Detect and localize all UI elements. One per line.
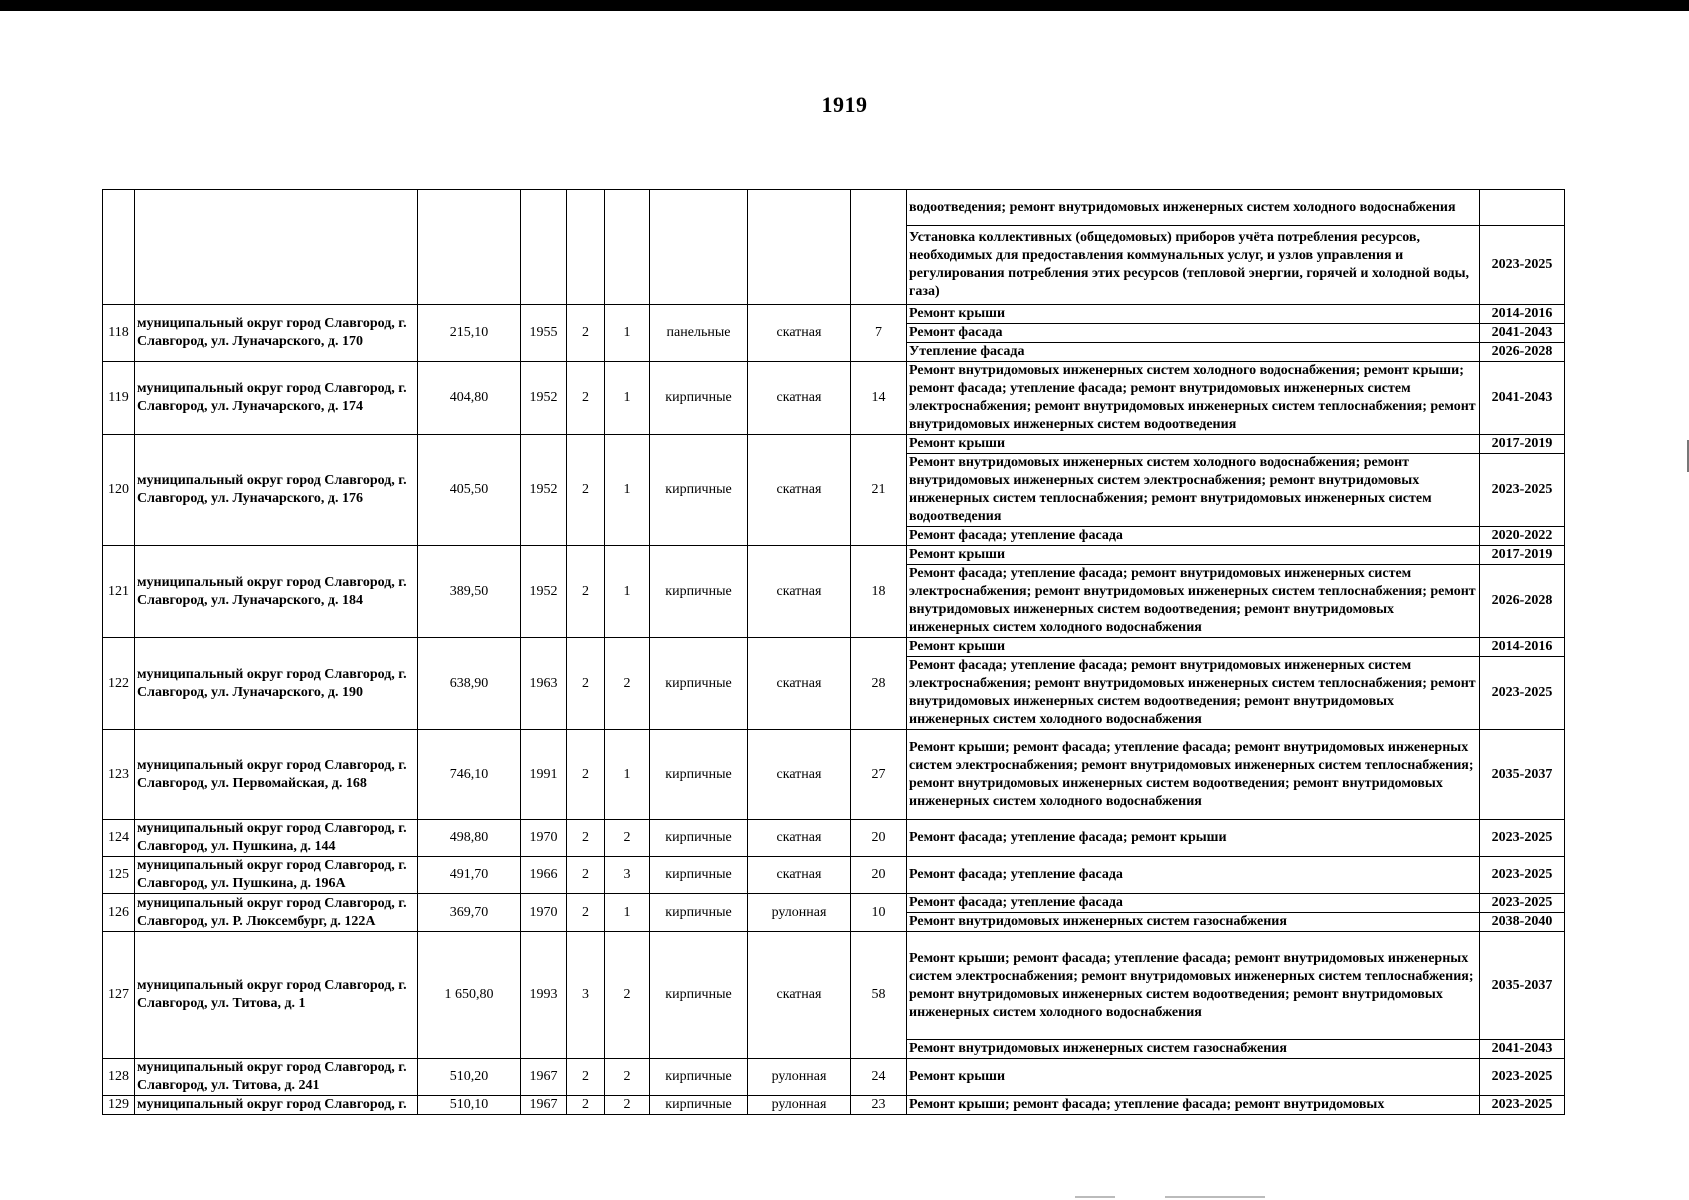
work-period: 2017-2019 [1480,546,1565,565]
work-period: 2023-2025 [1480,857,1565,894]
area-cell: 498,80 [418,820,521,857]
wall-material-cell: кирпичные [650,730,748,820]
roof-type-cell: скатная [748,362,851,435]
table-row [103,546,1565,565]
entrances-cell: 1 [605,730,650,820]
work-description: Ремонт крыши [907,435,1480,454]
work-description: Ремонт крыши [907,638,1480,657]
work-period: 2014-2016 [1480,305,1565,324]
row-number: 122 [103,638,135,730]
scan-artifact [1075,1196,1115,1198]
empty-cell [418,190,521,305]
table-row [103,730,1565,820]
floors-cell: 2 [567,305,605,362]
work-period: 2023-2025 [1480,454,1565,527]
apartments-cell: 24 [851,1059,907,1096]
empty-cell [567,190,605,305]
roof-type-cell: скатная [748,435,851,546]
work-description: Ремонт крыши; ремонт фасада; утепление фасада; ремонт внутридомовых инженерных систем электроснабжения; ремонт внутридомовых инженерных систем теплоснабжения; ремонт внутридомовых инженерных систем водоотведения; ремонт внутридомовых инженерных систем холодного водоснабжения [907,730,1480,820]
work-description: Ремонт фасада; утепление фасада; ремонт крыши [907,820,1480,857]
work-period: 2023-2025 [1480,1096,1565,1115]
apartments-cell: 20 [851,857,907,894]
year-cell: 1991 [521,730,567,820]
roof-type-cell: скатная [748,305,851,362]
area-cell: 215,10 [418,305,521,362]
address-cell: муниципальный округ город Славгород, г. Славгород, ул. Р. Люксембург, д. 122А [135,894,418,932]
wall-material-cell: панельные [650,305,748,362]
table-row [103,894,1565,913]
roof-type-cell: скатная [748,932,851,1059]
roof-type-cell: скатная [748,820,851,857]
work-period: 2017-2019 [1480,435,1565,454]
floors-cell: 2 [567,730,605,820]
work-description: Ремонт фасада [907,324,1480,343]
row-number: 119 [103,362,135,435]
work-period: 2026-2028 [1480,565,1565,638]
work-description: Ремонт внутридомовых инженерных систем холодного водоснабжения; ремонт внутридомовых инженерных систем электроснабжения; ремонт внутридомовых инженерных систем теплоснабжения; ремонт внутридомовых инженерных систем водоотведения [907,454,1480,527]
row-number: 120 [103,435,135,546]
table-row [103,1096,1565,1115]
year-cell: 1952 [521,435,567,546]
work-description: Утепление фасада [907,343,1480,362]
registry-sheet [102,189,1564,1115]
entrances-cell: 3 [605,857,650,894]
work-description: Ремонт фасада; утепление фасада [907,894,1480,913]
row-number: 118 [103,305,135,362]
roof-type-cell: скатная [748,857,851,894]
page-number: 1919 [821,92,868,117]
work-description: Ремонт крыши [907,546,1480,565]
area-cell: 1 650,80 [418,932,521,1059]
area-cell: 746,10 [418,730,521,820]
address-cell: муниципальный округ город Славгород, г. Славгород, ул. Луначарского, д. 170 [135,305,418,362]
wall-material-cell: кирпичные [650,820,748,857]
entrances-cell: 2 [605,1059,650,1096]
year-cell: 1967 [521,1059,567,1096]
work-period: 2041-2043 [1480,1040,1565,1059]
address-cell: муниципальный округ город Славгород, г. Славгород, ул. Первомайская, д. 168 [135,730,418,820]
work-period: 2020-2022 [1480,527,1565,546]
work-period: 2041-2043 [1480,324,1565,343]
work-period: 2035-2037 [1480,730,1565,820]
work-period: 2023-2025 [1480,894,1565,913]
table-row [103,1059,1565,1096]
entrances-cell: 1 [605,546,650,638]
table-row [103,820,1565,857]
work-period: 2014-2016 [1480,638,1565,657]
row-number: 121 [103,546,135,638]
roof-type-cell: рулонная [748,1059,851,1096]
year-cell: 1970 [521,894,567,932]
work-period: 2023-2025 [1480,1059,1565,1096]
work-period [1480,190,1565,226]
floors-cell: 3 [567,932,605,1059]
area-cell: 491,70 [418,857,521,894]
year-cell: 1970 [521,820,567,857]
area-cell: 510,20 [418,1059,521,1096]
work-description: Ремонт внутридомовых инженерных систем газоснабжения [907,913,1480,932]
row-number: 126 [103,894,135,932]
empty-cell [605,190,650,305]
work-description: Ремонт фасада; утепление фасада; ремонт внутридомовых инженерных систем электроснабжения; ремонт внутридомовых инженерных систем теплоснабжения; ремонт внутридомовых инженерных систем водоотведения; ремонт внутридомовых инженерных систем холодного водоснабжения [907,565,1480,638]
table-body [103,190,1565,1115]
row-number: 129 [103,1096,135,1115]
apartments-cell: 28 [851,638,907,730]
year-cell: 1966 [521,857,567,894]
scan-artifact [1165,1196,1265,1198]
entrances-cell: 1 [605,435,650,546]
work-period: 2023-2025 [1480,657,1565,730]
apartments-cell: 58 [851,932,907,1059]
work-description: Ремонт крыши [907,305,1480,324]
row-number: 128 [103,1059,135,1096]
floors-cell: 2 [567,857,605,894]
row-number: 125 [103,857,135,894]
year-cell: 1963 [521,638,567,730]
empty-cell [650,190,748,305]
empty-cell [748,190,851,305]
table-row [103,305,1565,324]
work-description: Ремонт крыши; ремонт фасада; утепление фасада; ремонт внутридомовых [907,1096,1480,1115]
year-cell: 1967 [521,1096,567,1115]
address-cell: муниципальный округ город Славгород, г. Славгород, ул. Луначарского, д. 174 [135,362,418,435]
entrances-cell: 2 [605,932,650,1059]
wall-material-cell: кирпичные [650,638,748,730]
wall-material-cell: кирпичные [650,857,748,894]
address-cell: муниципальный округ город Славгород, г. Славгород, ул. Титова, д. 1 [135,932,418,1059]
wall-material-cell: кирпичные [650,1096,748,1115]
year-cell: 1952 [521,362,567,435]
wall-material-cell: кирпичные [650,546,748,638]
wall-material-cell: кирпичные [650,1059,748,1096]
scan-top-border [0,0,1689,11]
empty-cell [103,190,135,305]
work-period: 2035-2037 [1480,932,1565,1040]
work-description: Ремонт фасада; утепление фасада [907,857,1480,894]
work-period: 2023-2025 [1480,820,1565,857]
address-cell: муниципальный округ город Славгород, г. Славгород, ул. Луначарского, д. 176 [135,435,418,546]
entrances-cell: 1 [605,362,650,435]
area-cell: 389,50 [418,546,521,638]
address-cell: муниципальный округ город Славгород, г. Славгород, ул. Пушкина, д. 144 [135,820,418,857]
floors-cell: 2 [567,820,605,857]
area-cell: 405,50 [418,435,521,546]
work-period: 2026-2028 [1480,343,1565,362]
floors-cell: 2 [567,435,605,546]
roof-type-cell: скатная [748,730,851,820]
apartments-cell: 10 [851,894,907,932]
table-row [103,932,1565,1040]
row-number: 124 [103,820,135,857]
apartments-cell: 23 [851,1096,907,1115]
address-cell: муниципальный округ город Славгород, г. [135,1096,418,1115]
table-row [103,362,1565,435]
entrances-cell: 2 [605,820,650,857]
floors-cell: 2 [567,546,605,638]
apartments-cell: 27 [851,730,907,820]
work-description: Установка коллективных (общедомовых) приборов учёта потребления ресурсов, необходимых для предоставления коммунальных услуг, и узлов управления и регулирования потребления этих ресурсов (тепловой энергии, горячей и холодной воды, газа) [907,226,1480,305]
work-period: 2038-2040 [1480,913,1565,932]
roof-type-cell: скатная [748,638,851,730]
area-cell: 404,80 [418,362,521,435]
work-description: водоотведения; ремонт внутридомовых инженерных систем холодного водоснабжения [907,190,1480,226]
apartments-cell: 7 [851,305,907,362]
wall-material-cell: кирпичные [650,435,748,546]
work-description: Ремонт крыши [907,1059,1480,1096]
work-description: Ремонт фасада; утепление фасада; ремонт внутридомовых инженерных систем электроснабжения; ремонт внутридомовых инженерных систем теплоснабжения; ремонт внутридомовых инженерных систем водоотведения; ремонт внутридомовых инженерных систем холодного водоснабжения [907,657,1480,730]
address-cell: муниципальный округ город Славгород, г. Славгород, ул. Пушкина, д. 196А [135,857,418,894]
entrances-cell: 2 [605,638,650,730]
table-row [103,435,1565,454]
floors-cell: 2 [567,894,605,932]
area-cell: 510,10 [418,1096,521,1115]
floors-cell: 2 [567,362,605,435]
year-cell: 1993 [521,932,567,1059]
floors-cell: 2 [567,1059,605,1096]
year-cell: 1955 [521,305,567,362]
work-description: Ремонт фасада; утепление фасада [907,527,1480,546]
year-cell: 1952 [521,546,567,638]
work-description: Ремонт внутридомовых инженерных систем холодного водоснабжения; ремонт крыши; ремонт фасада; утепление фасада; ремонт внутридомовых инженерных систем электроснабжения; ремонт внутридомовых инженерных систем теплоснабжения; ремонт внутридомовых инженерных систем водоотведения [907,362,1480,435]
work-description: Ремонт внутридомовых инженерных систем газоснабжения [907,1040,1480,1059]
entrances-cell: 1 [605,894,650,932]
apartments-cell: 21 [851,435,907,546]
area-cell: 638,90 [418,638,521,730]
address-cell: муниципальный округ город Славгород, г. Славгород, ул. Луначарского, д. 184 [135,546,418,638]
apartments-cell: 20 [851,820,907,857]
table-row [103,638,1565,657]
area-cell: 369,70 [418,894,521,932]
empty-cell [135,190,418,305]
floors-cell: 2 [567,638,605,730]
roof-type-cell: рулонная [748,894,851,932]
wall-material-cell: кирпичные [650,932,748,1059]
work-period: 2023-2025 [1480,226,1565,305]
entrances-cell: 2 [605,1096,650,1115]
table-row [103,857,1565,894]
roof-type-cell: рулонная [748,1096,851,1115]
work-description: Ремонт крыши; ремонт фасада; утепление фасада; ремонт внутридомовых инженерных систем электроснабжения; ремонт внутридомовых инженерных систем теплоснабжения; ремонт внутридомовых инженерных систем водоотведения; ремонт внутридомовых инженерных систем холодного водоснабжения [907,932,1480,1040]
empty-cell [851,190,907,305]
row-number: 127 [103,932,135,1059]
entrances-cell: 1 [605,305,650,362]
address-cell: муниципальный округ город Славгород, г. Славгород, ул. Титова, д. 241 [135,1059,418,1096]
address-cell: муниципальный округ город Славгород, г. Славгород, ул. Луначарского, д. 190 [135,638,418,730]
empty-cell [521,190,567,305]
capital-repair-table [102,189,1565,1115]
apartments-cell: 18 [851,546,907,638]
apartments-cell: 14 [851,362,907,435]
row-number: 123 [103,730,135,820]
table-row [103,190,1565,226]
floors-cell: 2 [567,1096,605,1115]
wall-material-cell: кирпичные [650,362,748,435]
wall-material-cell: кирпичные [650,894,748,932]
roof-type-cell: скатная [748,546,851,638]
work-period: 2041-2043 [1480,362,1565,435]
